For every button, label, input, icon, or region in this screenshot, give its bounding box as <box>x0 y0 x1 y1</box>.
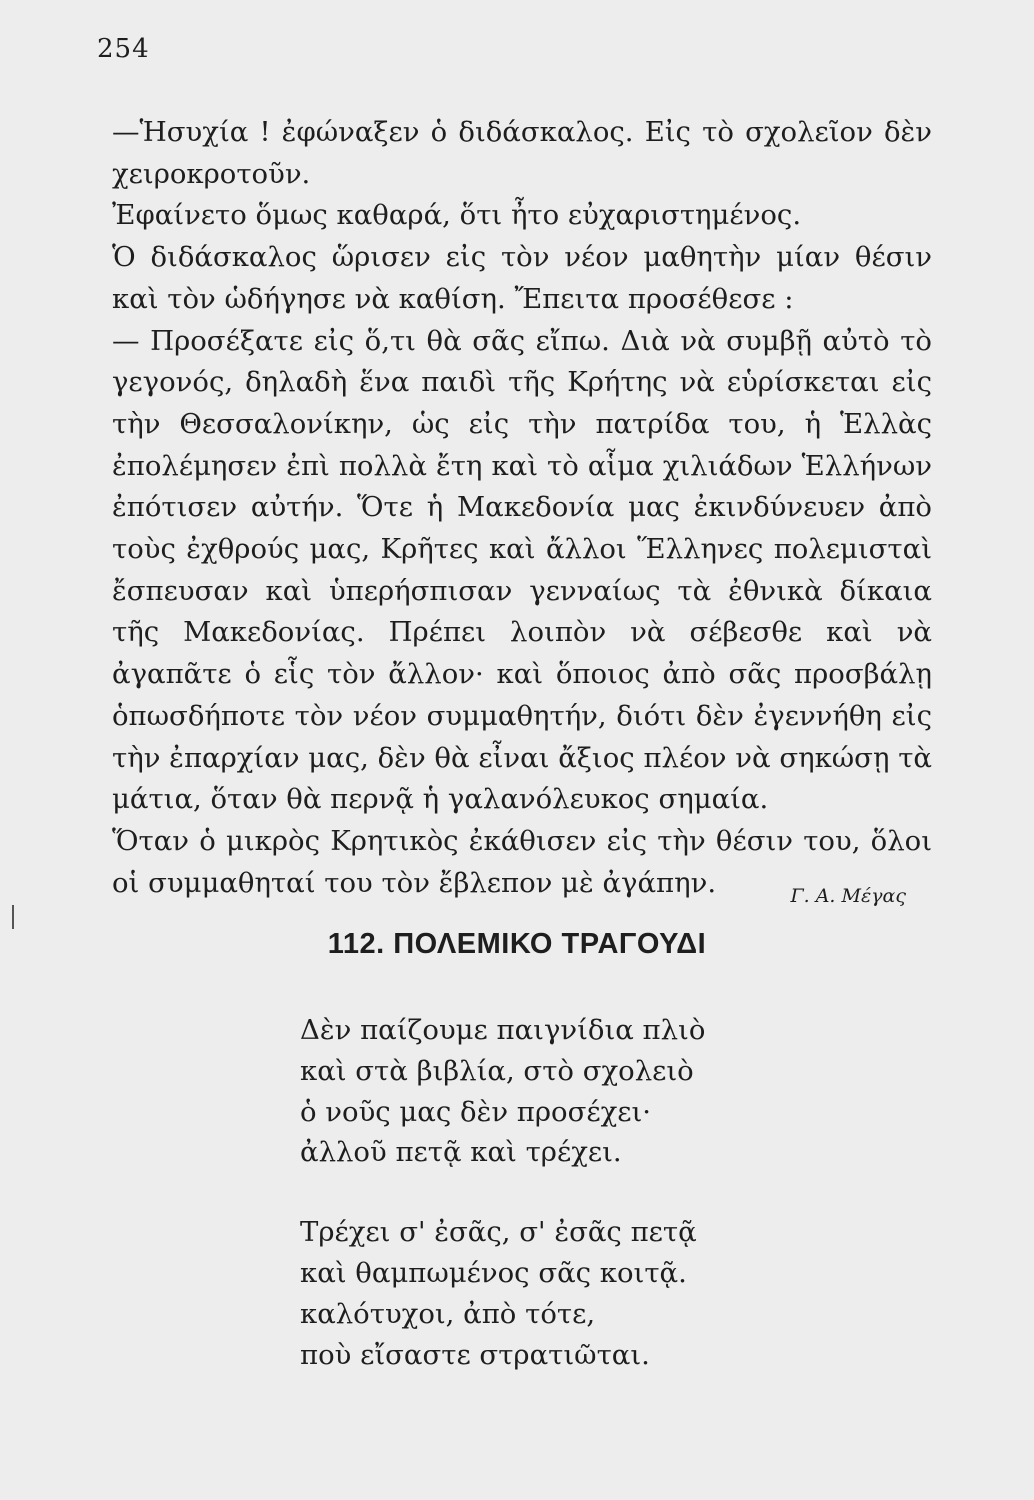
page-number: 254 <box>97 34 150 64</box>
paragraph: — Προσέξατε εἰς ὅ,τι θὰ σᾶς εἴπω. Διὰ νὰ συμβῇ αὐτὸ τὸ γεγονός, δηλαδὴ ἕνα παιδὶ τῆς Κρήτης νὰ εὑρίσκεται εἰς τὴν Θεσσαλονίκην, ὡς εἰς τὴν πατρίδα του, ἡ Ἑλλὰς ἐπολέμησεν ἐπὶ πολλὰ ἔτη καὶ τὸ αἷμα χιλιάδων Ἑλλήνων ἐπότισεν αὐτήν. Ὅτε ἡ Μακεδονία μας ἐκινδύνευεν ἀπὸ τοὺς ἐχθρούς μας, Κρῆτες καὶ ἄλλοι Ἕλληνες πολεμισταὶ ἔσπευσαν καὶ ὑπερήσπισαν γενναίως τὰ ἐθνικὰ δίκαια τῆς Μακεδονίας. Πρέπει λοιπὸν νὰ σέβεσθε καὶ νὰ ἀγαπᾶτε ὁ εἷς τὸν ἄλλον· καὶ ὅποιος ἀπὸ σᾶς προσβάλῃ ὁπωσδήποτε τὸν νέον συμμαθητήν, διότι δὲν ἐγεννήθη εἰς τὴν ἐπαρχίαν μας, δὲν θὰ εἶναι ἄξιος πλέον νὰ σηκώσῃ τὰ μάτια, ὅταν θὰ περνᾷ ἡ γαλανόλευκος σημαία. <box>112 324 932 816</box>
verse-line: καὶ στὰ βιβλία, στὸ σχολειὸ <box>300 1054 694 1087</box>
margin-mark <box>12 905 14 929</box>
verse-line: Τρέχει σ' ἐσᾶς, σ' ἐσᾶς πετᾷ <box>300 1216 697 1249</box>
paragraph: Ἐφαίνετο ὅμως καθαρά, ὅτι ἦτο εὐχαριστημένος. <box>112 199 802 232</box>
paragraph: Ὁ διδάσκαλος ὥρισεν εἰς τὸν νέον μαθητὴν μίαν θέσιν καὶ τὸν ὡδήγησε νὰ καθίση. Ἔπειτα προσέθεσε : <box>112 241 932 315</box>
author-signature: Γ. Α. Μέγας <box>790 885 906 907</box>
verse-line: ἀλλοῦ πετᾷ καὶ τρέχει. <box>300 1136 622 1169</box>
stanza <box>300 1010 705 1173</box>
stanza <box>300 1212 705 1375</box>
verse-line: καὶ θαμπωμένος σᾶς κοιτᾷ. <box>300 1256 687 1289</box>
verse-line: καλότυχοι, ἀπὸ τότε, <box>300 1297 596 1330</box>
verse-line: ποὺ εἴσαστε στρατιῶται. <box>300 1338 650 1371</box>
poem <box>300 1010 705 1414</box>
prose-body <box>112 112 932 904</box>
verse-line: ὁ νοῦς μας δὲν προσέχει· <box>300 1095 652 1128</box>
paragraph: Ὅταν ὁ μικρὸς Κρητικὸς ἐκάθισεν εἰς τὴν θέσιν του, ὅλοι οἱ συμμαθηταί του τὸν ἔβλεπον μὲ ἀγάπην. <box>112 824 932 899</box>
verse-line: Δὲν παίζουμε παιγνίδια πλιὸ <box>300 1014 706 1046</box>
section-title: 112. ΠΟΛΕΜΙΚΟ ΤΡΑΓΟΥΔΙ <box>327 928 707 960</box>
paragraph: —Ἡσυχία ! ἐφώναξεν ὁ διδάσκαλος. Εἰς τὸ σχολεῖον δὲν χειροκροτοῦν. <box>112 116 932 190</box>
